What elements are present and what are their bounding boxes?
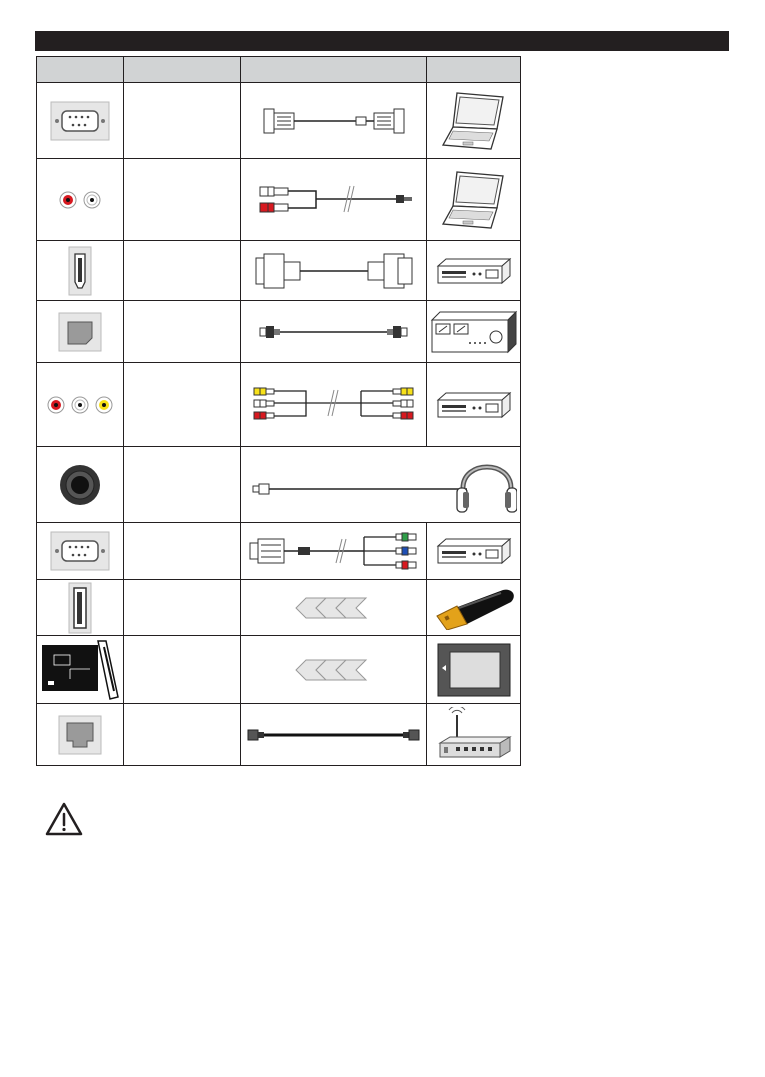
description-cell xyxy=(124,523,241,580)
cable-cell xyxy=(241,159,427,241)
cable-cell xyxy=(241,83,427,159)
cable-cell xyxy=(241,636,427,704)
column-header xyxy=(241,57,427,83)
connections-table xyxy=(36,56,521,766)
table-row xyxy=(37,704,521,766)
arrows-icon xyxy=(294,596,374,620)
description-cell xyxy=(124,159,241,241)
column-header xyxy=(37,57,124,83)
optical-cable-icon xyxy=(246,317,421,347)
table-row xyxy=(37,523,521,580)
usb-port-icon xyxy=(68,582,92,634)
av-cable-icon xyxy=(246,380,421,430)
device-cell xyxy=(427,523,521,580)
dvd-player-icon xyxy=(434,390,514,420)
ethernet-cable-icon xyxy=(246,725,421,745)
port-cell xyxy=(37,636,124,704)
description-cell xyxy=(124,301,241,363)
av-port-icon xyxy=(43,390,117,420)
port-cell xyxy=(37,580,124,636)
section-header-bar xyxy=(35,31,729,51)
description-cell xyxy=(124,704,241,766)
headphone-cable-icon xyxy=(245,452,517,518)
table-row xyxy=(37,447,521,523)
cable-cell xyxy=(241,241,427,301)
port-cell xyxy=(37,704,124,766)
usb-stick-icon xyxy=(431,586,517,630)
arrows-icon xyxy=(294,658,374,682)
table-row xyxy=(37,580,521,636)
device-cell xyxy=(427,363,521,447)
hdmi-cable-icon xyxy=(246,248,421,294)
headphones-icon xyxy=(457,467,517,512)
hdmi-port-icon xyxy=(68,246,92,296)
laptop-icon xyxy=(439,168,509,232)
cam-module-icon xyxy=(436,642,512,698)
cable-cell xyxy=(241,447,521,523)
dvd-player-icon xyxy=(434,536,514,566)
optical-port-icon xyxy=(58,312,102,352)
port-cell xyxy=(37,447,124,523)
amplifier-icon xyxy=(430,310,518,354)
table-row xyxy=(37,159,521,241)
column-header xyxy=(427,57,521,83)
port-cell xyxy=(37,159,124,241)
audio-cable-icon xyxy=(246,180,421,220)
port-cell xyxy=(37,241,124,301)
cable-cell xyxy=(241,580,427,636)
router-icon xyxy=(436,707,512,763)
table-row xyxy=(37,301,521,363)
device-cell xyxy=(427,636,521,704)
cable-cell xyxy=(241,704,427,766)
table-row xyxy=(37,241,521,301)
dvd-player-icon xyxy=(434,256,514,286)
ci-slot-icon xyxy=(40,639,120,701)
device-cell xyxy=(427,83,521,159)
description-cell xyxy=(124,241,241,301)
description-cell xyxy=(124,83,241,159)
device-cell xyxy=(427,301,521,363)
port-cell xyxy=(37,523,124,580)
table-row xyxy=(37,363,521,447)
device-cell xyxy=(427,159,521,241)
description-cell xyxy=(124,580,241,636)
device-cell xyxy=(427,241,521,301)
cable-cell xyxy=(241,363,427,447)
table-row xyxy=(37,83,521,159)
rca-audio-port-icon xyxy=(50,185,110,215)
column-header xyxy=(124,57,241,83)
description-cell xyxy=(124,636,241,704)
table-header-row xyxy=(37,57,521,83)
warning-icon xyxy=(44,801,84,837)
device-cell xyxy=(427,704,521,766)
port-cell xyxy=(37,363,124,447)
device-cell xyxy=(427,580,521,636)
vga-port-icon xyxy=(50,101,110,141)
vga-port-icon xyxy=(50,531,110,571)
component-cable-icon xyxy=(246,529,421,573)
vga-cable-icon xyxy=(246,101,421,141)
cable-cell xyxy=(241,301,427,363)
table-row xyxy=(37,636,521,704)
ethernet-port-icon xyxy=(58,715,102,755)
cable-cell xyxy=(241,523,427,580)
port-cell xyxy=(37,301,124,363)
headphone-port-icon xyxy=(57,462,103,508)
laptop-icon xyxy=(439,89,509,153)
description-cell xyxy=(124,447,241,523)
port-cell xyxy=(37,83,124,159)
description-cell xyxy=(124,363,241,447)
